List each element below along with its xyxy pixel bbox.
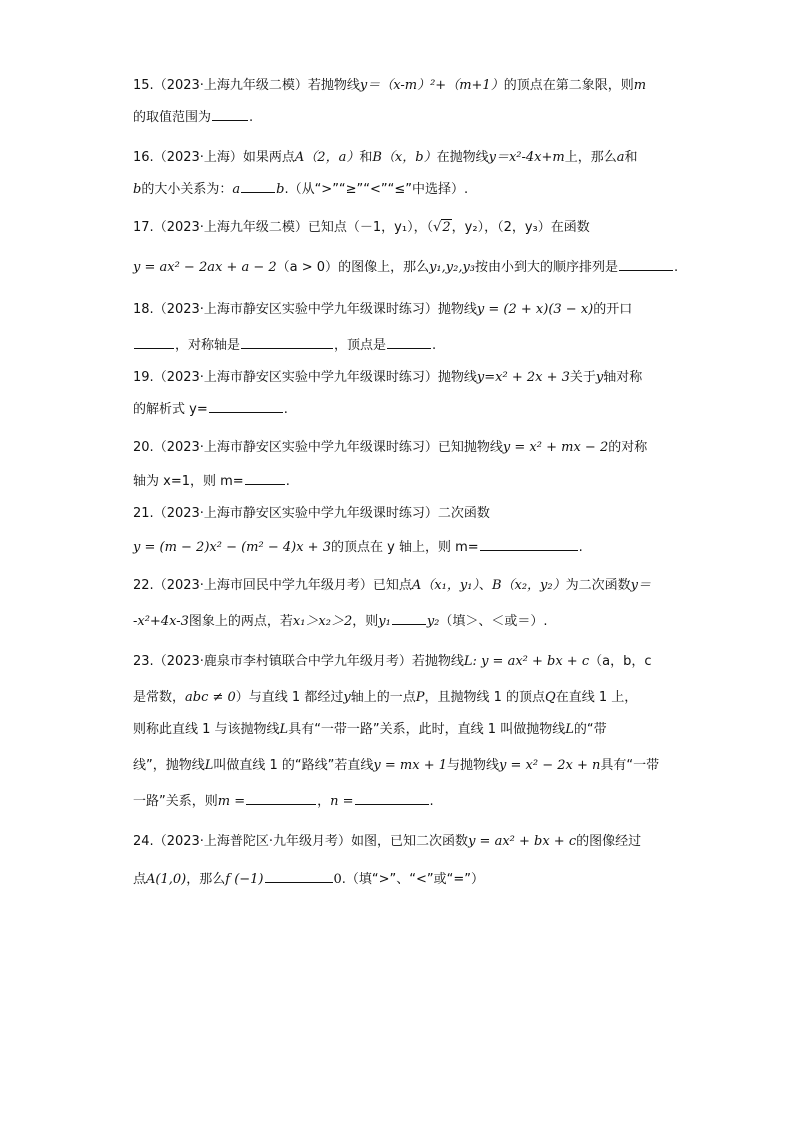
q23-text-4b: 叫做直线 1 的“路线”若直线 [213,758,374,773]
q16-answer-blank[interactable] [241,180,275,193]
q22-cond: x₁＞x₂＞2 [292,614,353,629]
q16-text-b: 在抛物线 [436,150,489,165]
q19-text-b: 关于 [569,370,596,385]
q23-var-p: P [415,690,425,705]
q16-source: （2023·上海） [153,150,243,165]
q16-he: 和 [624,150,638,165]
q22-line2 [133,612,548,632]
q22-line1: 22.（2023·上海市回民中学九年级月考）已知点A（x₁，y₁）、B（x₂，y₂）为二次函数y＝ [133,578,651,593]
q20-expr: y = x² + mx − 2 [502,440,609,455]
q17-sqrt: √2 [433,220,451,235]
q23-line3 [133,720,607,740]
q23-text-3: 则称此直线 1 与该抛物线 [133,722,280,737]
q18-line2 [133,336,436,356]
q23-text: 若抛物线 [411,654,464,669]
q20-line1: 20.（2023·上海市静安区实验中学九年级课时练习）已知抛物线y = x² + mx − 2的对称 [133,440,648,455]
q15-answer-blank[interactable] [212,108,248,121]
q23-var-l2: L [565,722,574,737]
q23-line4 [133,756,659,776]
q23-line2 [133,688,637,708]
q22-point-b: B（x₂，y₂） [491,578,566,593]
q15-text: 若抛物线 [307,78,360,93]
q16-point-b: B（x，b） [372,150,437,165]
q23-var-m: m = [217,794,246,809]
q21-text-2: 的顶点在 y 轴上，则 m= [330,540,479,555]
q16-and: 和 [359,150,373,165]
q20-line2 [133,472,290,492]
q20-text-2: 轴为 x=1，则 m= [133,474,244,489]
q24-source: （2023·上海普陀区·九年级月考） [153,834,352,849]
q23-text-5: 一路”关系，则 [133,794,218,809]
q17-vars: y₁,y₂,y₃ [429,260,476,275]
q17-answer-blank[interactable] [619,258,673,271]
q18-text: 抛物线 [437,302,477,317]
q17-end: . [674,260,679,275]
q23-text-2b: ）与直线 1 都经过 [235,690,344,705]
q19-answer-blank[interactable] [209,400,283,413]
q23-end: . [429,794,434,809]
q24-zero: 0 [333,872,342,887]
q17-text-b: ，y₂），（2，y₃）在函数 [451,220,590,235]
q19-line2 [133,400,288,420]
q17-text-2b: 按由小到大的顺序排列是 [475,260,619,275]
q22-text: 已知点 [372,578,412,593]
q19-var-y: y [595,370,604,385]
q18-blank-opening[interactable] [134,336,174,349]
q19-number: 19 [133,370,150,385]
q15-line1: 15.（2023·上海九年级二模）若抛物线y＝（x-m）²+（m+1）的顶点在第二象限，则m [133,78,647,93]
q22-text-2b: ，则 [352,614,379,629]
q22-answer-blank[interactable] [392,612,426,625]
q19-text-c: 轴对称 [603,370,643,385]
q22-source: （2023·上海市回民中学九年级月考） [153,578,373,593]
q22-expr: -x²+4x-3 [133,614,189,629]
q18-blank-axis[interactable] [241,336,333,349]
q16-point-a: A（2，a） [294,150,360,165]
q16-text-c: 上，那么 [564,150,617,165]
q20-text: 已知抛物线 [437,440,503,455]
q15-text-b: 的顶点在第二象限，则 [503,78,634,93]
q22-var-y: y＝ [630,578,651,593]
q23-text-2d: ，且抛物线 1 的顶点 [424,690,546,705]
q16-var-b2: b [276,182,285,197]
q19-text: 抛物线 [437,370,477,385]
q15-expr-a: y＝（x-m） [359,78,431,93]
q23-cond: abc ≠ 0 [185,690,236,705]
q18-expr: y = (2 + x)(3 − x) [476,302,594,317]
q15-end: . [249,110,254,125]
q24-text-b: 的图像经过 [576,834,642,849]
q23-var-n: n = [330,794,354,809]
q23-text-4: 线”，抛物线 [133,758,205,773]
q23-text-b: （a，b，c [589,654,652,669]
q23-var-l: L [279,722,289,737]
q23-text-2c: 轴上的一点 [350,690,416,705]
q22-number: 22 [133,578,150,593]
q17-number: 17 [133,220,150,235]
q23-blank-n[interactable] [355,792,429,805]
q18-text-2b: ，顶点是 [334,338,387,353]
q17-sqrt-value: 2 [442,220,451,235]
q21-number: 21 [133,506,150,521]
q22-point-a: A（x₁，y₁） [411,578,479,593]
q16-number: 16 [133,150,150,165]
q22-text-2: 图象上的两点，若 [188,614,293,629]
q18-end: . [432,338,437,353]
q19-end: . [283,402,288,417]
q19-text-2: 的解析式 y= [133,402,208,417]
q18-text-2a: ，对称轴是 [175,338,241,353]
q15-line2 [133,108,253,128]
q24-expr: y = ax² + bx + c [468,834,577,849]
q21-source: （2023·上海市静安区实验中学九年级课时练习） [153,506,438,521]
q24-number: 24 [133,834,150,849]
q22-y1: y₁ [378,614,391,629]
q16-text-2: 的大小关系为： [141,182,233,197]
q15-expr-b: ²+（m+1） [430,78,504,93]
q23-number: 23 [133,654,150,669]
q24-line2 [133,870,484,890]
q23-text-4c: 与抛物线 [447,758,500,773]
q24-text: 如图，已知二次函数 [351,834,469,849]
q22-text-b: 为二次函数 [565,578,631,593]
q16-var-a2: a [232,182,241,197]
q16-text: 如果两点 [242,150,295,165]
q16-line2 [133,180,468,200]
q24-text-2b: ，那么 [186,872,226,887]
q21-expr: y = (m − 2)x² − (m² − 4)x + 3 [133,540,331,555]
q19-line1: 19.（2023·上海市静安区实验中学九年级课时练习）抛物线y=x² + 2x + 3关于y轴对称 [133,370,643,385]
q23-text-3c: 的“带 [573,722,607,737]
q24-line1: 24.（2023·上海普陀区·九年级月考）如图，已知二次函数y = ax² + bx + c的图像经过 [133,834,642,849]
q23-text-3b: 具有“一带一路”关系，此时，直线 1 叫做抛物线 [288,722,566,737]
q18-number: 18 [133,302,150,317]
q20-end: . [285,474,290,489]
q21-end: . [578,540,583,555]
q15-source: （2023·上海九年级二模） [153,78,308,93]
q17-line1: 17.（2023·上海九年级二模）已知点（－1，y₁），（√2，y₂），（2，y₃）在函数 [133,220,590,235]
q23-text-2e: 在直线 1 上， [555,690,638,705]
q18-blank-vertex[interactable] [387,336,431,349]
q16-var-b: b [133,182,142,197]
q16-var-a: a [616,150,625,165]
q22-hint: （填＞、＜或＝）. [439,614,548,629]
q18-source: （2023·上海市静安区实验中学九年级课时练习） [153,302,438,317]
q17-text: 已知点（－1，y₁），（ [307,220,434,235]
q18-line1: 18.（2023·上海市静安区实验中学九年级课时练习）抛物线y = (2 + x)(3 − x)的开口 [133,302,633,317]
q24-fx: f (−1) [225,872,264,887]
q23-var-q: Q [545,690,556,705]
q17-expr: y = ax² − 2ax + a − 2 [133,260,277,275]
q23-blank-m[interactable] [246,792,316,805]
q23-var-l3: L [204,758,214,773]
q16-hint: .（从“>”“≥”“<”“≤”中选择）. [284,182,469,197]
q20-number: 20 [133,440,150,455]
q23-var-y: y [343,690,351,705]
q21-answer-blank[interactable] [480,538,578,551]
q15-number: 15 [133,78,150,93]
q23-line5: 一路”关系，则m = ，n = . [133,794,434,809]
q20-answer-blank[interactable] [245,472,285,485]
q23-text-2: 是常数， [133,690,186,705]
q20-text-b: 的对称 [608,440,648,455]
q24-text-2: 点 [133,872,147,887]
q19-expr: y=x² + 2x + 3 [476,370,570,385]
q16-line1: 16.（2023·上海）如果两点A（2，a）和B（x，b）在抛物线y＝x²-4x+m上，那么a和 [133,150,638,165]
q20-source: （2023·上海市静安区实验中学九年级课时练习） [153,440,438,455]
q23-line1: 23.（2023·鹿泉市李村镇联合中学九年级月考）若抛物线L: y = ax² + bx + c（a，b，c [133,654,652,669]
q16-expr: y＝x²-4x+m [488,150,565,165]
q24-hint: .（填“>”、“<”或“=”） [341,872,485,887]
q21-line2 [133,538,583,558]
q21-line1: 21.（2023·上海市静安区实验中学九年级课时练习）二次函数 [133,506,490,521]
q15-var: m [633,78,647,93]
q23-text-4d: 具有“一带 [600,758,660,773]
q15-text-2: 的取值范围为 [133,110,212,125]
q17-source: （2023·上海九年级二模） [153,220,308,235]
q23-source: （2023·鹿泉市李村镇联合中学九年级月考） [153,654,412,669]
q17-line2 [133,258,678,278]
q21-text: 二次函数 [437,506,490,521]
q18-text-b: 的开口 [593,302,633,317]
q17-text-2: 的图像上，那么 [338,260,430,275]
q22-sep: 、 [478,578,492,593]
q24-point: A(1,0) [146,872,187,887]
q23-para-expr: y = x² − 2x + n [499,758,601,773]
q24-answer-blank[interactable] [265,870,333,883]
q23-line-expr: y = mx + 1 [373,758,447,773]
q19-source: （2023·上海市静安区实验中学九年级课时练习） [153,370,438,385]
q17-cond: （a > 0） [276,260,339,275]
q22-y2: y₂ [426,614,440,629]
q23-expr: L: y = ax² + bx + c [463,654,590,669]
